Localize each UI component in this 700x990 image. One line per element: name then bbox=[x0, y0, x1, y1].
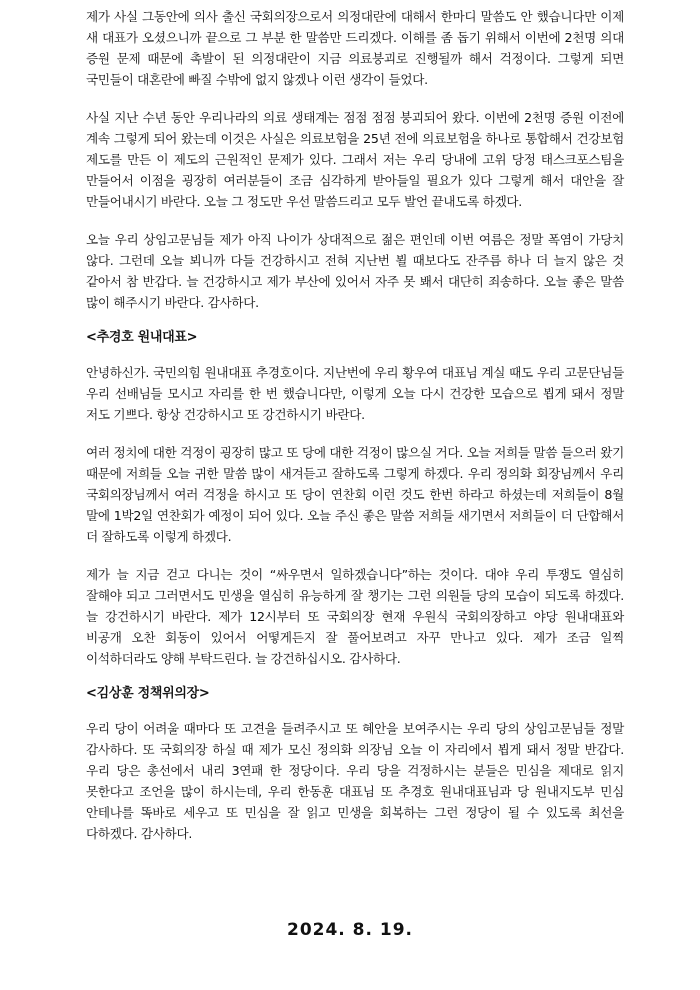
document-date: 2024. 8. 19. bbox=[286, 920, 413, 940]
paragraph-kim-1: 우리 당이 어려울 때마다 또 고견을 들려주시고 또 혜안을 보여주시는 우리 당의 상임고문님들 정말 감사하다. 또 국회의장 하실 때 제가 모신 정의화 의장님 오늘 이 자리에서 뵙게 돼서 정말 반갑다. 우리 당은 총선에서 내리 3연패 한 정당이다. 우리 당을 걱정하시는 분들은 민심을 제대로 읽지 못한다고 조언을 많이 하시는데, 우리 한동훈 대표님 또 추경호 원내대표님과 당 원내지도부 민심 안테나를 똑바로 세우고 또 민심을 잘 읽고 민생을 회복하는 그런 정당이 될 수 있도록 최선을 다하겠다. 감사하다. bbox=[86, 721, 624, 841]
paragraph-choo-3: 제가 늘 지금 걷고 다니는 것이 “싸우면서 일하겠습니다”하는 것이다. 대야 우리 투쟁도 열심히 잘해야 되고 그러면서도 민생을 열심히 유능하게 잘 챙기는 그런 의원들 당의 모습이 되도록 하겠다. 늘 강건하시기 바란다. 제가 12시부터 또 국회의장 현재 우원식 국회의장하고 야당 원내대표와 비공개 오찬 회동이 있어서 어떻게든지 잘 풀어보려고 자꾸 만나고 있다. 제가 조금 일찍 이석하더라도 양해 부탁드린다. 늘 강건하십시오. 감사하다. bbox=[86, 567, 624, 666]
paragraph-choo-1: 안녕하신가. 국민의힘 원내대표 추경호이다. 지난번에 우리 황우여 대표님 계실 때도 우리 고문단님들 우리 선배님들 모시고 자리를 한 번 했습니다만, 이렇게 오늘 다시 건강한 모습으로 뵙게 돼서 정말 저도 기쁘다. 항상 건강하시고 또 강건하시기 바란다. bbox=[86, 365, 624, 422]
paragraph-choo-2: 여러 정치에 대한 걱정이 굉장히 많고 또 당에 대한 걱정이 많으실 거다. 오늘 저희들 말씀 들으러 왔기 때문에 저희들 오늘 귀한 말씀 많이 새겨듣고 잘하도록 그렇게 하겠다. 우리 정의화 회장님께서 우리 국회의장님께서 여러 걱정을 하시고 또 당이 연찬회 이런 것도 한번 하라고 하셨는데 저희들이 8월 말에 1박2일 연찬회가 예정이 되어 있다. 오늘 주신 좋은 말씀 저희들 새기면서 저희들이 더 단합해서 더 잘하도록 이렇게 하겠다. bbox=[86, 445, 624, 544]
section-heading-kim: <김상훈 정책위의장> bbox=[86, 686, 210, 701]
section-heading-choo: <추경호 원내대표> bbox=[86, 330, 198, 345]
paragraph-intro-3: 오늘 우리 상임고문님들 제가 아직 나이가 상대적으로 젊은 편인데 이번 여름은 정말 폭염이 가당치 않다. 그런데 오늘 뵈니까 다들 건강하시고 전혀 지난번 뵐 때보다도 잔주름 하나 더 늘지 않은 것 같아서 참 반갑다. 늘 건강하시고 제가 부산에 있어서 자주 못 봬서 대단히 죄송하다. 오늘 좋은 말씀 많이 해주시기 바란다. 감사하다. bbox=[86, 232, 624, 310]
paragraph-intro-1: 제가 사실 그동안에 의사 출신 국회의장으로서 의정대란에 대해서 한마디 말씀도 안 했습니다만 이제 새 대표가 오셨으니까 끝으로 그 부분 한 말씀만 드리겠다. 이해를 좀 돕기 위해서 이번에 2천명 의대 증원 문제 때문에 촉발이 된 의정대란이 지금 의료붕괴로 진행될까 해서 걱정이다. 그렇게 되면 국민들이 대혼란에 빠질 수밖에 없지 않겠나 이런 생각이 들었다. bbox=[86, 9, 624, 87]
paragraph-intro-2: 사실 지난 수년 동안 우리나라의 의료 생태계는 점점 점점 붕괴되어 왔다. 이번에 2천명 증원 이전에 계속 그렇게 되어 왔는데 이것은 사실은 의료보험을 25년 전에 의료보험을 하나로 통합해서 건강보험 제도를 만든 이 제도의 근원적인 문제가 있다. 그래서 저는 우리 당내에 고위 당정 태스크포스팀을 만들어서 이점을 굉장히 여러분들이 조금 심각하게 받아들일 필요가 있다 그렇게 해서 대안을 잘 만들어내시기 바란다. 오늘 그 정도만 우선 말씀드리고 모두 발언 끝내도록 하겠다. bbox=[86, 110, 624, 209]
